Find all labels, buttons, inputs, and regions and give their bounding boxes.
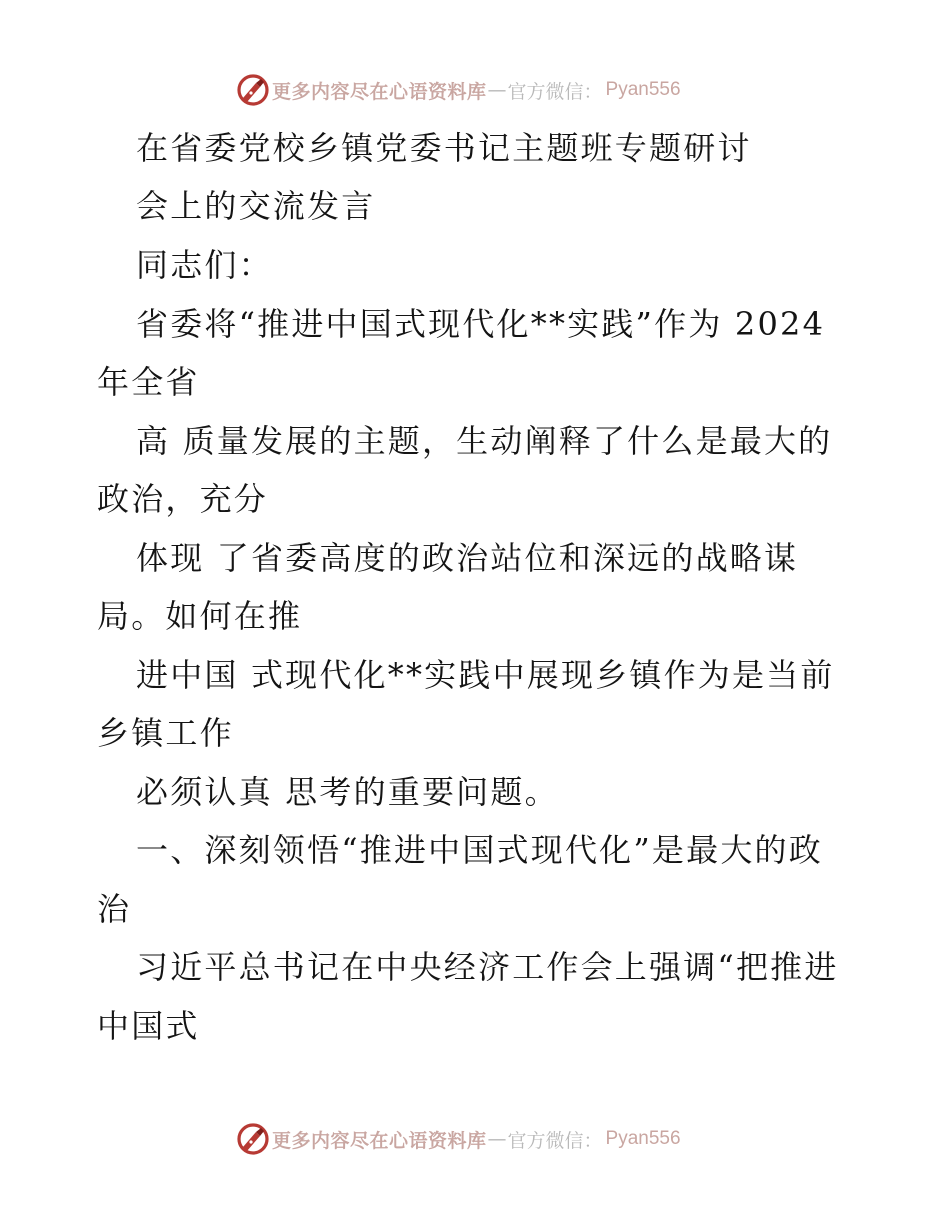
banner-wechat-label: 官方微信： [507,1129,603,1152]
banner-brand-text: 更多内容尽在心语资料库 [272,1129,487,1152]
title-line-2: 会上的交流发言 [136,187,376,225]
body-line: 年全省 [97,363,200,401]
banner-wechat-id: Pyan556 [605,1128,681,1149]
section-heading-1: 一、深刻领悟“推进中国式现代化”是最大的政 [136,831,823,869]
pen-nib-logo-icon [236,73,270,107]
body-line: 政治，充分 [97,480,269,518]
banner-dash: — [487,1128,507,1150]
body-line: 必须认真 思考的重要问题。 [136,773,559,811]
body-line: 进中国 式现代化**实践中展现乡镇作为是当前 [136,656,835,694]
body-line: 省委将“推进中国式现代化**实践”作为 2024 [136,305,826,343]
body-line: 乡镇工作 [97,714,234,752]
banner-brand-text: 更多内容尽在心语资料库 [272,80,487,103]
footer-banner [236,1122,681,1156]
body-line: 高 质量发展的主题，生动阐释了什么是最大的 [136,422,833,460]
body-line: 局。如何在推 [97,597,303,635]
banner-dash: — [487,79,507,101]
header-banner [236,73,681,107]
section-heading-1-cont: 治 [97,890,132,928]
body-line: 中国式 [97,1007,200,1045]
body-line: 体现 了省委高度的政治站位和深远的战略谋 [136,539,799,577]
banner-wechat-label: 官方微信： [507,80,603,103]
title-line-1: 在省委党校乡镇党委书记主题班专题研讨 [136,129,752,167]
body-line: 习近平总书记在中央经济工作会上强调“把推进 [136,948,839,986]
banner-wechat-id: Pyan556 [605,79,681,100]
salutation: 同志们： [136,246,273,284]
pen-nib-logo-icon [236,1122,270,1156]
